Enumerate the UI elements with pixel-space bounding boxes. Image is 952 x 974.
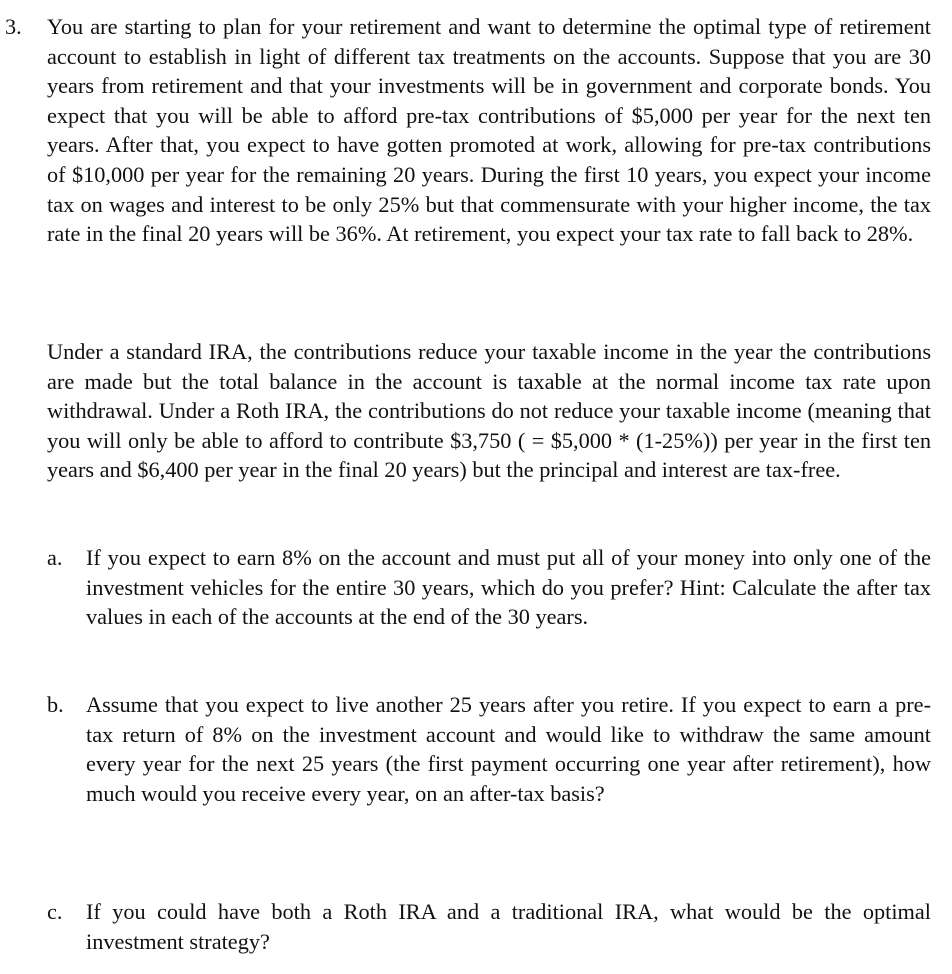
ira-explanation-paragraph: Under a standard IRA, the contributions reduce your taxable income in the year the contributions are made but the total balance in the account is taxable at the normal income tax rate upon withdrawal. Under a Roth IRA, the contributions do not reduce your taxable income (meaning that you will only be able to afford to contribute $3,750 ( = $5,000 * (1-25%)) per year in the first ten years and $6,400 per year in the final 20 years) but the principal and interest are tax-free. [47, 339, 931, 483]
part-b-text: Assume that you expect to live another 25 years after you retire. If you expect to earn a pre-tax return of 8% on the investment account and would like to withdraw the same amount every year for the next 25 years (the first payment occurring one year after retirement), how much would you receive every year, on an after-tax basis? [86, 692, 931, 806]
part-c-label: c. [47, 899, 63, 924]
question-body: You are starting to plan for your retirement and want to determine the optimal type of retirement account to establish in light of different tax treatments on the accounts. Suppose that you are 30 years from retirement and that your investments will be in government and corporate bonds. You expect that you will be able to afford pre-tax contributions of $5,000 per year for the next ten years. After that, you expect to have gotten promoted at work, allowing for pre-tax contributions of $10,000 per year for the remaining 20 years. During the first 10 years, you expect your income tax on wages and interest to be only 25% but that commensurate with your higher income, the tax rate in the final 20 years will be 36%. At retirement, you expect your tax rate to fall back to 28%. [47, 14, 931, 247]
part-b-label: b. [47, 692, 64, 717]
part-c-text: If you could have both a Roth IRA and a traditional IRA, what would be the optimal investment strategy? [86, 899, 931, 954]
part-a-text: If you expect to earn 8% on the account and must put all of your money into only one of the investment vehicles for the entire 30 years, which do you prefer? Hint: Calculate the after tax values in each of the accounts at the end of the 30 years. [86, 545, 931, 630]
part-a-label: a. [47, 545, 63, 570]
question-number: 3. [5, 14, 22, 39]
